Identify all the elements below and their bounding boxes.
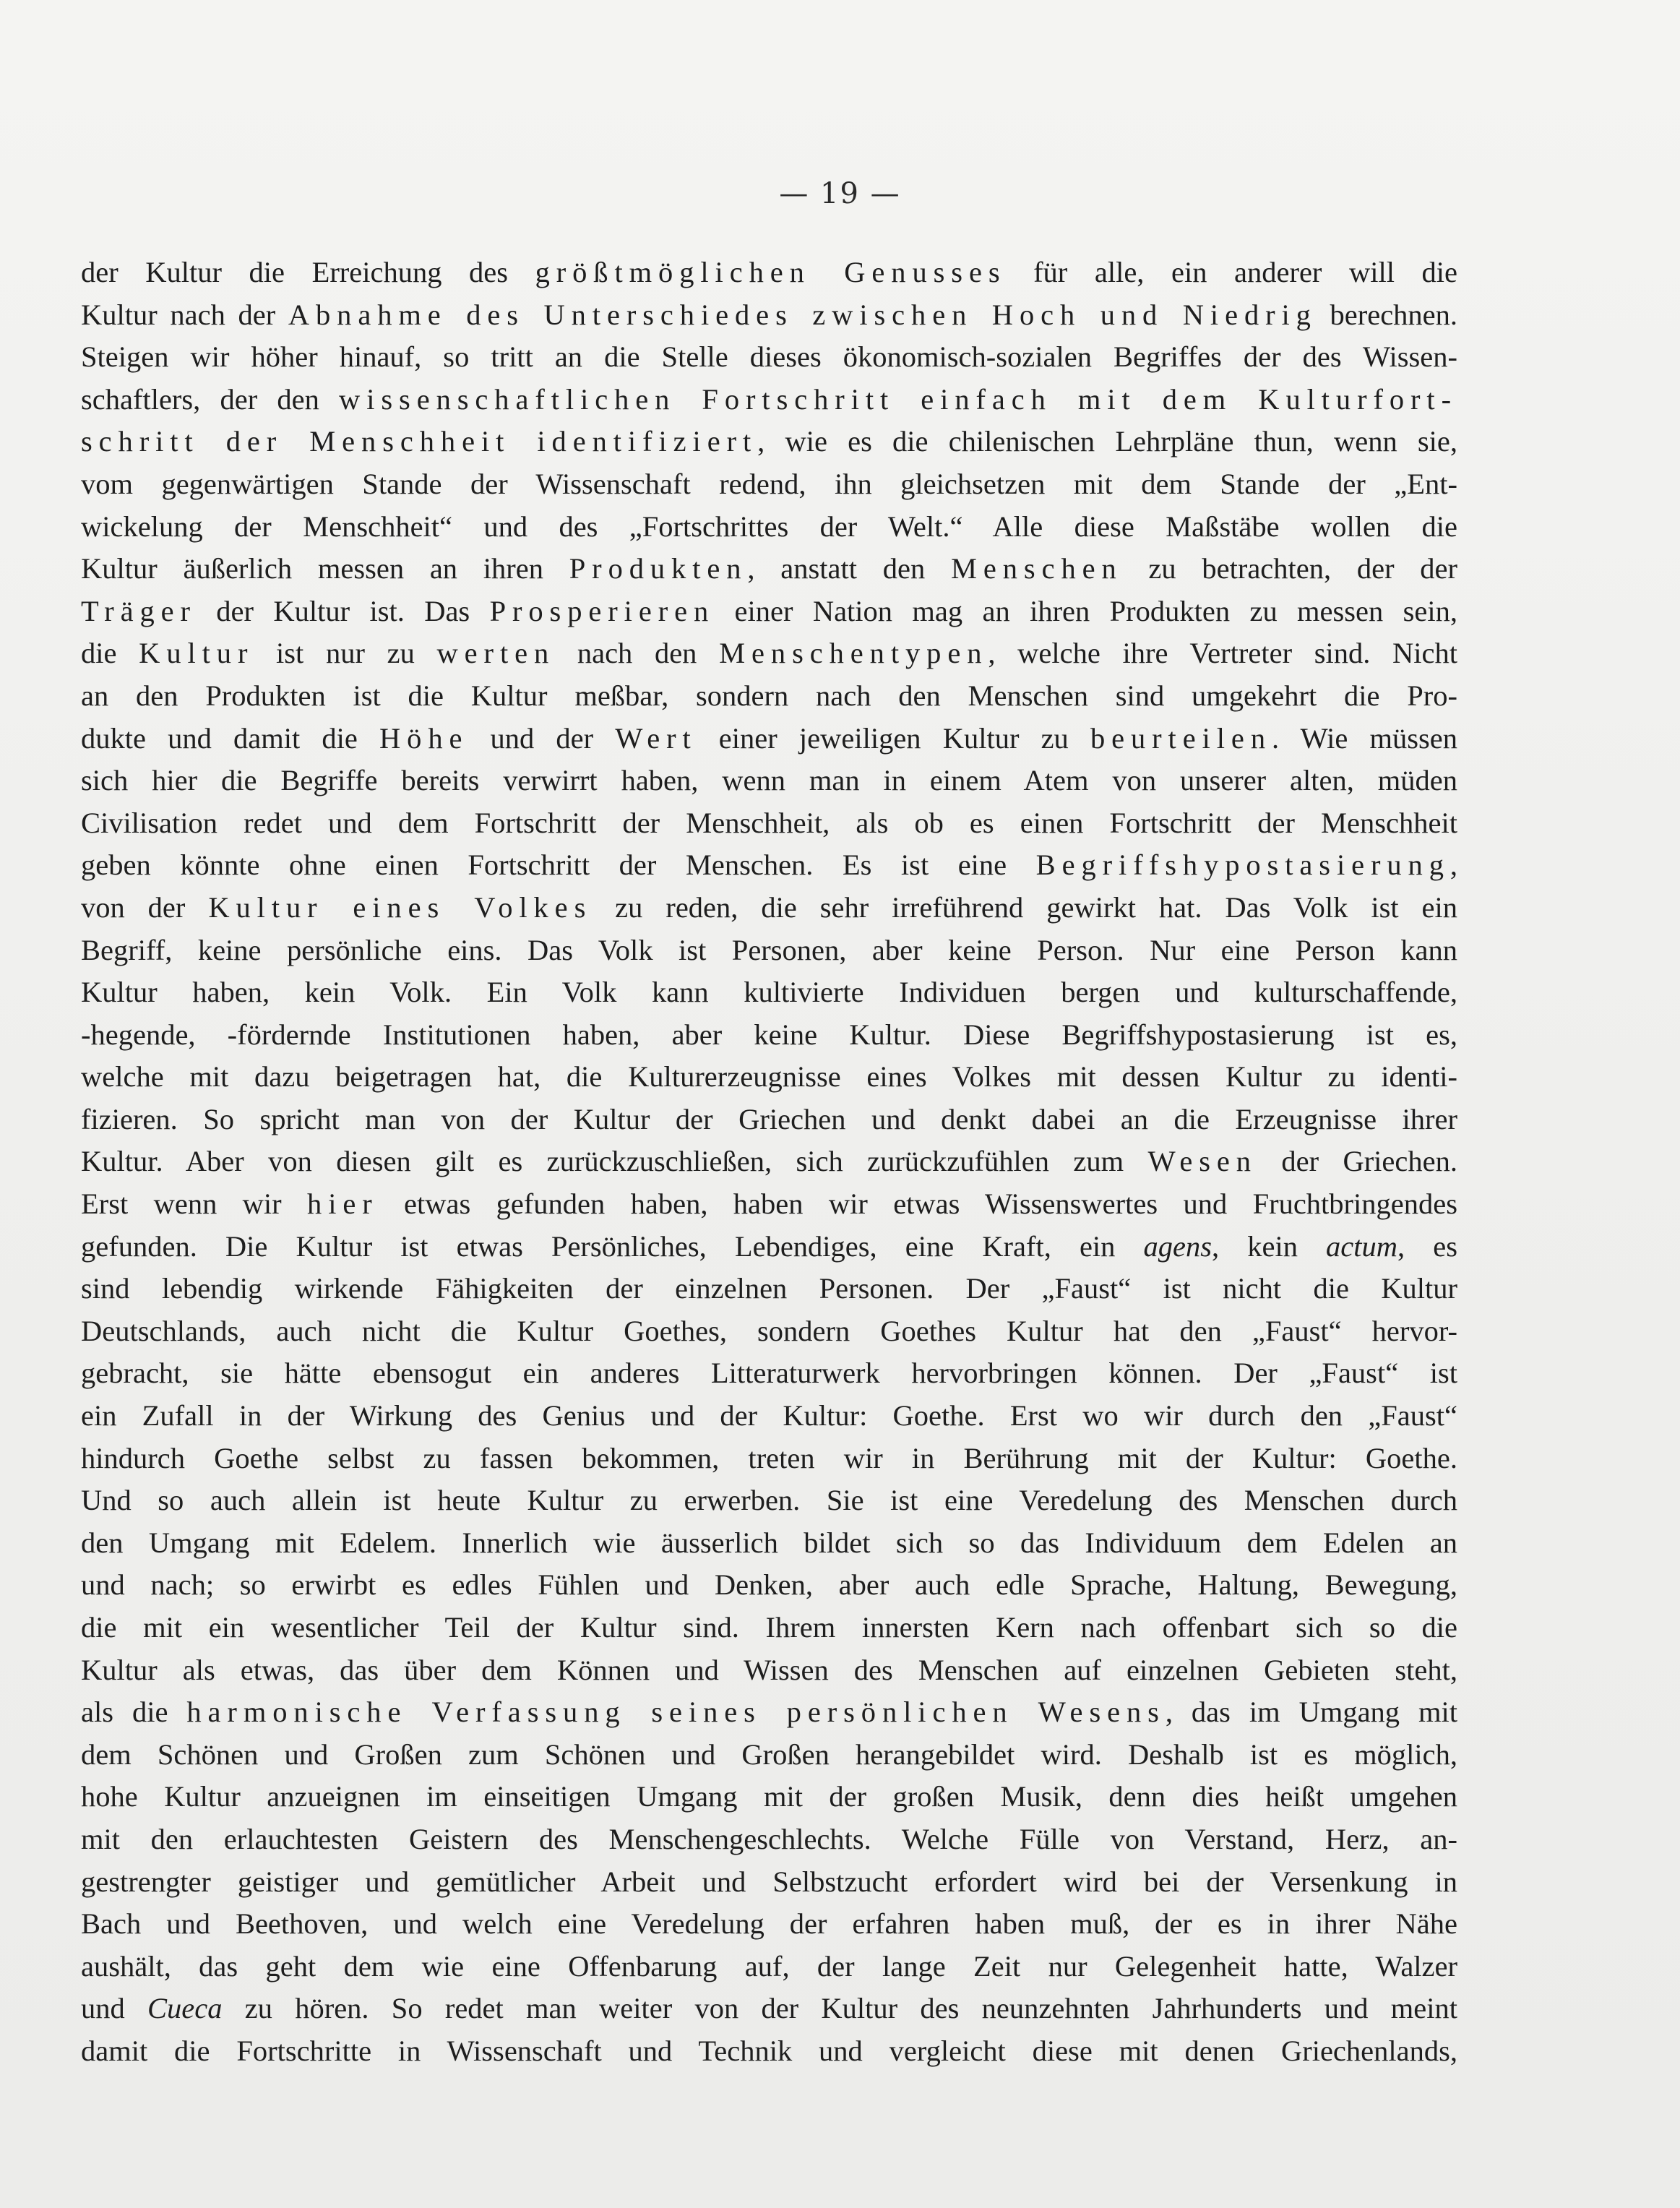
text-segment: Kultur haben, kein Volk. Ein Volk kann kultivierte Individuen bergen und kulturschaffende, <box>81 976 1457 1009</box>
text-line <box>81 844 1457 887</box>
text-segment: berechnen. <box>1317 298 1458 331</box>
text-segment: fizieren. So spricht man von der Kultur der Griechen und denkt dabei an die Erzeugnisse ihrer <box>81 1102 1457 1135</box>
spaced-emphasis: beurteilen <box>1090 721 1272 755</box>
text-segment: aushält, das geht dem wie eine Offenbarung auf, der lange Zeit nur Gelegenheit hatte, Walzer <box>81 1949 1457 1983</box>
text-line <box>81 1776 1457 1818</box>
text-segment: Deutschlands, auch nicht die Kultur Goethes, sondern Goethes Kultur hat den „Faust“ hervor- <box>81 1314 1457 1347</box>
text-segment: Civilisation redet und dem Fortschritt der Menschheit, als ob es einen Fortschritt der Menschheit <box>81 806 1457 839</box>
spaced-emphasis: Wert <box>615 721 697 755</box>
text-segment: ist nur zu <box>254 637 437 670</box>
text-segment: , <box>1449 849 1457 882</box>
text-segment: , es <box>1397 1229 1457 1263</box>
text-segment: damit die Fortschritte in Wissenschaft und Technik und vergleicht diese mit denen Griechenlands, <box>81 2034 1457 2067</box>
text-line <box>81 1564 1457 1607</box>
spaced-emphasis: hier <box>307 1187 379 1221</box>
text-segment: , das im Umgang mit <box>1165 1696 1458 1729</box>
text-line <box>81 294 1457 337</box>
text-segment: Kultur nach der <box>81 298 288 331</box>
text-segment: sind lebendig wirkende Fähigkeiten der einzelnen Personen. Der „Faust“ ist nicht die Kultur <box>81 1272 1457 1305</box>
spaced-emphasis: Begriffshypostasierung <box>1035 849 1450 882</box>
text-segment: der Griechen. <box>1257 1145 1457 1178</box>
text-line <box>81 1946 1457 1988</box>
text-line <box>81 929 1457 972</box>
text-line <box>81 1014 1457 1057</box>
text-line <box>81 1691 1457 1734</box>
text-line <box>81 252 1457 294</box>
spaced-emphasis: Abnahme des Unterschiedes zwischen Hoch und Niedrig <box>288 298 1317 331</box>
spaced-emphasis: Höhe <box>379 721 469 755</box>
text-segment: Erst wenn wir <box>81 1187 308 1221</box>
text-line <box>81 1607 1457 1649</box>
text-line <box>81 718 1457 760</box>
text-segment: hindurch Goethe selbst zu fassen bekommen, treten wir in Berührung mit der Kultur: Goethe. <box>81 1441 1457 1474</box>
text-line <box>81 1734 1457 1777</box>
italic-term: actum <box>1326 1229 1398 1263</box>
text-line <box>81 1352 1457 1395</box>
spaced-emphasis: größtmöglichen Genusses <box>535 256 1007 288</box>
text-segment: Kultur. Aber von diesen gilt es zurückzuschließen, sich zurückzufühlen zum <box>81 1145 1148 1178</box>
spaced-emphasis: werten <box>436 637 556 670</box>
text-segment: Bach und Beethoven, und welch eine Veredelung der erfahren haben muß, der es in ihrer Nähe <box>81 1907 1457 1941</box>
text-segment: Kultur als etwas, das über dem Können und Wissen des Menschen auf einzelnen Gebieten steht, <box>81 1653 1457 1686</box>
text-segment: hohe Kultur anzueignen im einseitigen Umgang mit der großen Musik, denn dies heißt umgehen <box>81 1780 1457 1813</box>
text-segment: Und so auch allein ist heute Kultur zu erwerben. Sie ist eine Veredelung des Menschen durch <box>81 1484 1457 1517</box>
spaced-emphasis: Kultur eines Volkes <box>208 890 593 924</box>
spaced-emphasis: wissenschaftlichen Fortschritt einfach mit dem Kulturfort- <box>339 382 1457 416</box>
text-segment: Kultur äußerlich messen an ihren <box>81 552 569 585</box>
text-segment: welche mit dazu beigetragen hat, die Kulturerzeugnisse eines Volkes mit dessen Kultur zu identi- <box>81 1060 1457 1094</box>
text-segment: , anstatt den <box>747 552 951 585</box>
text-segment: den Umgang mit Edelem. Innerlich wie äusserlich bildet sich so das Individuum dem Edelen an <box>81 1526 1457 1559</box>
text-line <box>81 1522 1457 1565</box>
text-line <box>81 760 1457 802</box>
text-line <box>81 590 1457 633</box>
text-segment: dukte und damit die <box>81 721 380 755</box>
text-segment: schaftlers, der den <box>81 382 340 416</box>
text-line <box>81 802 1457 845</box>
text-segment: Begriff, keine persönliche eins. Das Volk ist Personen, aber keine Person. Nur eine Person kann <box>81 933 1457 966</box>
text-segment: -hegende, -fördernde Institutionen haben, aber keine Kultur. Diese Begriffshypostasierung ist es, <box>81 1018 1457 1051</box>
italic-term: agens <box>1143 1229 1212 1263</box>
text-line <box>81 1903 1457 1946</box>
text-segment: dem Schönen und Großen zum Schönen und Großen herangebildet wird. Deshalb ist es möglich, <box>81 1737 1457 1771</box>
text-segment: , wie es die chilenischen Lehrpläne thun, wenn sie, <box>757 425 1457 458</box>
text-segment: der Kultur ist. Das <box>196 594 490 627</box>
text-line <box>81 1818 1457 1861</box>
text-line <box>81 421 1457 463</box>
spaced-emphasis: Produkten <box>569 552 748 585</box>
text-segment: von der <box>81 890 209 924</box>
spaced-emphasis: Menschen <box>950 552 1123 585</box>
text-line <box>81 1861 1457 1904</box>
text-segment: als die <box>81 1696 187 1729</box>
text-segment: an den Produkten ist die Kultur meßbar, sondern nach den Menschen sind umgekehrt die Pro- <box>81 679 1457 712</box>
text-segment: etwas gefunden haben, haben wir etwas Wissenswertes und Fruchtbringendes <box>378 1187 1458 1221</box>
text-segment: , welche ihre Vertreter sind. Nicht <box>988 637 1458 670</box>
spaced-emphasis: Wesen <box>1147 1145 1257 1178</box>
text-segment: mit den erlauchtesten Geistern des Menschengeschlechts. Welche Fülle von Verstand, Herz, an- <box>81 1822 1457 1855</box>
italic-term: Cueca <box>147 1992 223 2025</box>
text-segment: gestrengter geistiger und gemütlicher Arbeit und Selbstzucht erfordert wird bei der Versenkung in <box>81 1865 1457 1898</box>
spaced-emphasis: Prosperieren <box>489 594 715 627</box>
text-segment: und der <box>468 721 616 755</box>
text-line <box>81 1099 1457 1141</box>
text-segment: Steigen wir höher hinauf, so tritt an die Stelle dieses ökonomisch-sozialen Begriffes der des Wissen- <box>81 340 1457 374</box>
text-line <box>81 2030 1457 2073</box>
text-line <box>81 506 1457 549</box>
text-line <box>81 1268 1457 1310</box>
text-segment: nach den <box>555 637 720 670</box>
text-line <box>81 971 1457 1014</box>
text-line <box>81 1140 1457 1183</box>
spaced-emphasis: Menschentypen <box>719 637 988 670</box>
body-text <box>81 252 1457 2073</box>
page-number: — 19 — <box>779 177 901 210</box>
text-line <box>81 1226 1457 1268</box>
text-segment: zu betrachten, der der <box>1122 552 1458 585</box>
text-segment: gebracht, sie hätte ebensogut ein anderes Litteraturwerk hervorbringen können. Der „Faust“ ist <box>81 1357 1457 1390</box>
text-line <box>81 463 1457 506</box>
spaced-emphasis: schritt der Menschheit identifiziert <box>81 425 758 458</box>
text-line <box>81 1988 1457 2030</box>
text-segment: einer Nation mag an ihren Produkten zu messen sein, <box>715 594 1457 627</box>
text-line <box>81 1395 1457 1438</box>
text-segment: die mit ein wesentlicher Teil der Kultur sind. Ihrem innersten Kern nach offenbart sich so die <box>81 1611 1457 1644</box>
text-segment: vom gegenwärtigen Stande der Wissenschaft redend, ihn gleichsetzen mit dem Stande der „Ent- <box>81 467 1457 500</box>
text-line <box>81 632 1457 675</box>
text-segment: ein Zufall in der Wirkung des Genius und der Kultur: Goethe. Erst wo wir durch den „Faust“ <box>81 1399 1457 1432</box>
text-line <box>81 675 1457 718</box>
text-line <box>81 1056 1457 1099</box>
text-segment: sich hier die Begriffe bereits verwirrt haben, wenn man in einem Atem von unserer alten, müden <box>81 764 1457 797</box>
text-line <box>81 887 1457 929</box>
text-line <box>81 1479 1457 1522</box>
spaced-emphasis: Kultur <box>139 637 254 670</box>
text-line <box>81 1310 1457 1353</box>
text-segment: geben könnte ohne einen Fortschritt der Menschen. Es ist eine <box>81 849 1036 882</box>
text-segment: . Wie müssen <box>1271 721 1457 755</box>
text-line <box>81 336 1457 379</box>
text-segment: zu hören. So redet man weiter von der Kultur des neunzehnten Jahrhunderts und meint <box>222 1992 1458 2025</box>
text-segment: zu reden, die sehr irreführend gewirkt hat. Das Volk ist ein <box>592 890 1458 924</box>
text-segment: wickelung der Menschheit“ und des „Fortschrittes der Welt.“ Alle diese Maßstäbe wollen die <box>81 510 1457 543</box>
text-line <box>81 1649 1457 1692</box>
text-line <box>81 1183 1457 1226</box>
text-segment: die <box>81 637 139 670</box>
text-segment: und <box>81 1992 148 2025</box>
text-line <box>81 548 1457 590</box>
text-segment: der Kultur die Erreichung des <box>81 256 535 288</box>
text-line <box>81 379 1457 421</box>
text-segment: , kein <box>1212 1229 1327 1263</box>
spaced-emphasis: harmonische Verfassung seines persönlichen Wesens <box>186 1696 1166 1729</box>
spaced-emphasis: Träger <box>81 594 197 627</box>
text-segment: einer jeweiligen Kultur zu <box>697 721 1090 755</box>
text-line <box>81 1438 1457 1480</box>
text-segment: für alle, ein anderer will die <box>1006 256 1457 288</box>
text-segment: und nach; so erwirbt es edles Fühlen und Denken, aber auch edle Sprache, Haltung, Bewegung, <box>81 1568 1457 1602</box>
text-segment: gefunden. Die Kultur ist etwas Persönliches, Lebendiges, eine Kraft, ein <box>81 1229 1144 1263</box>
